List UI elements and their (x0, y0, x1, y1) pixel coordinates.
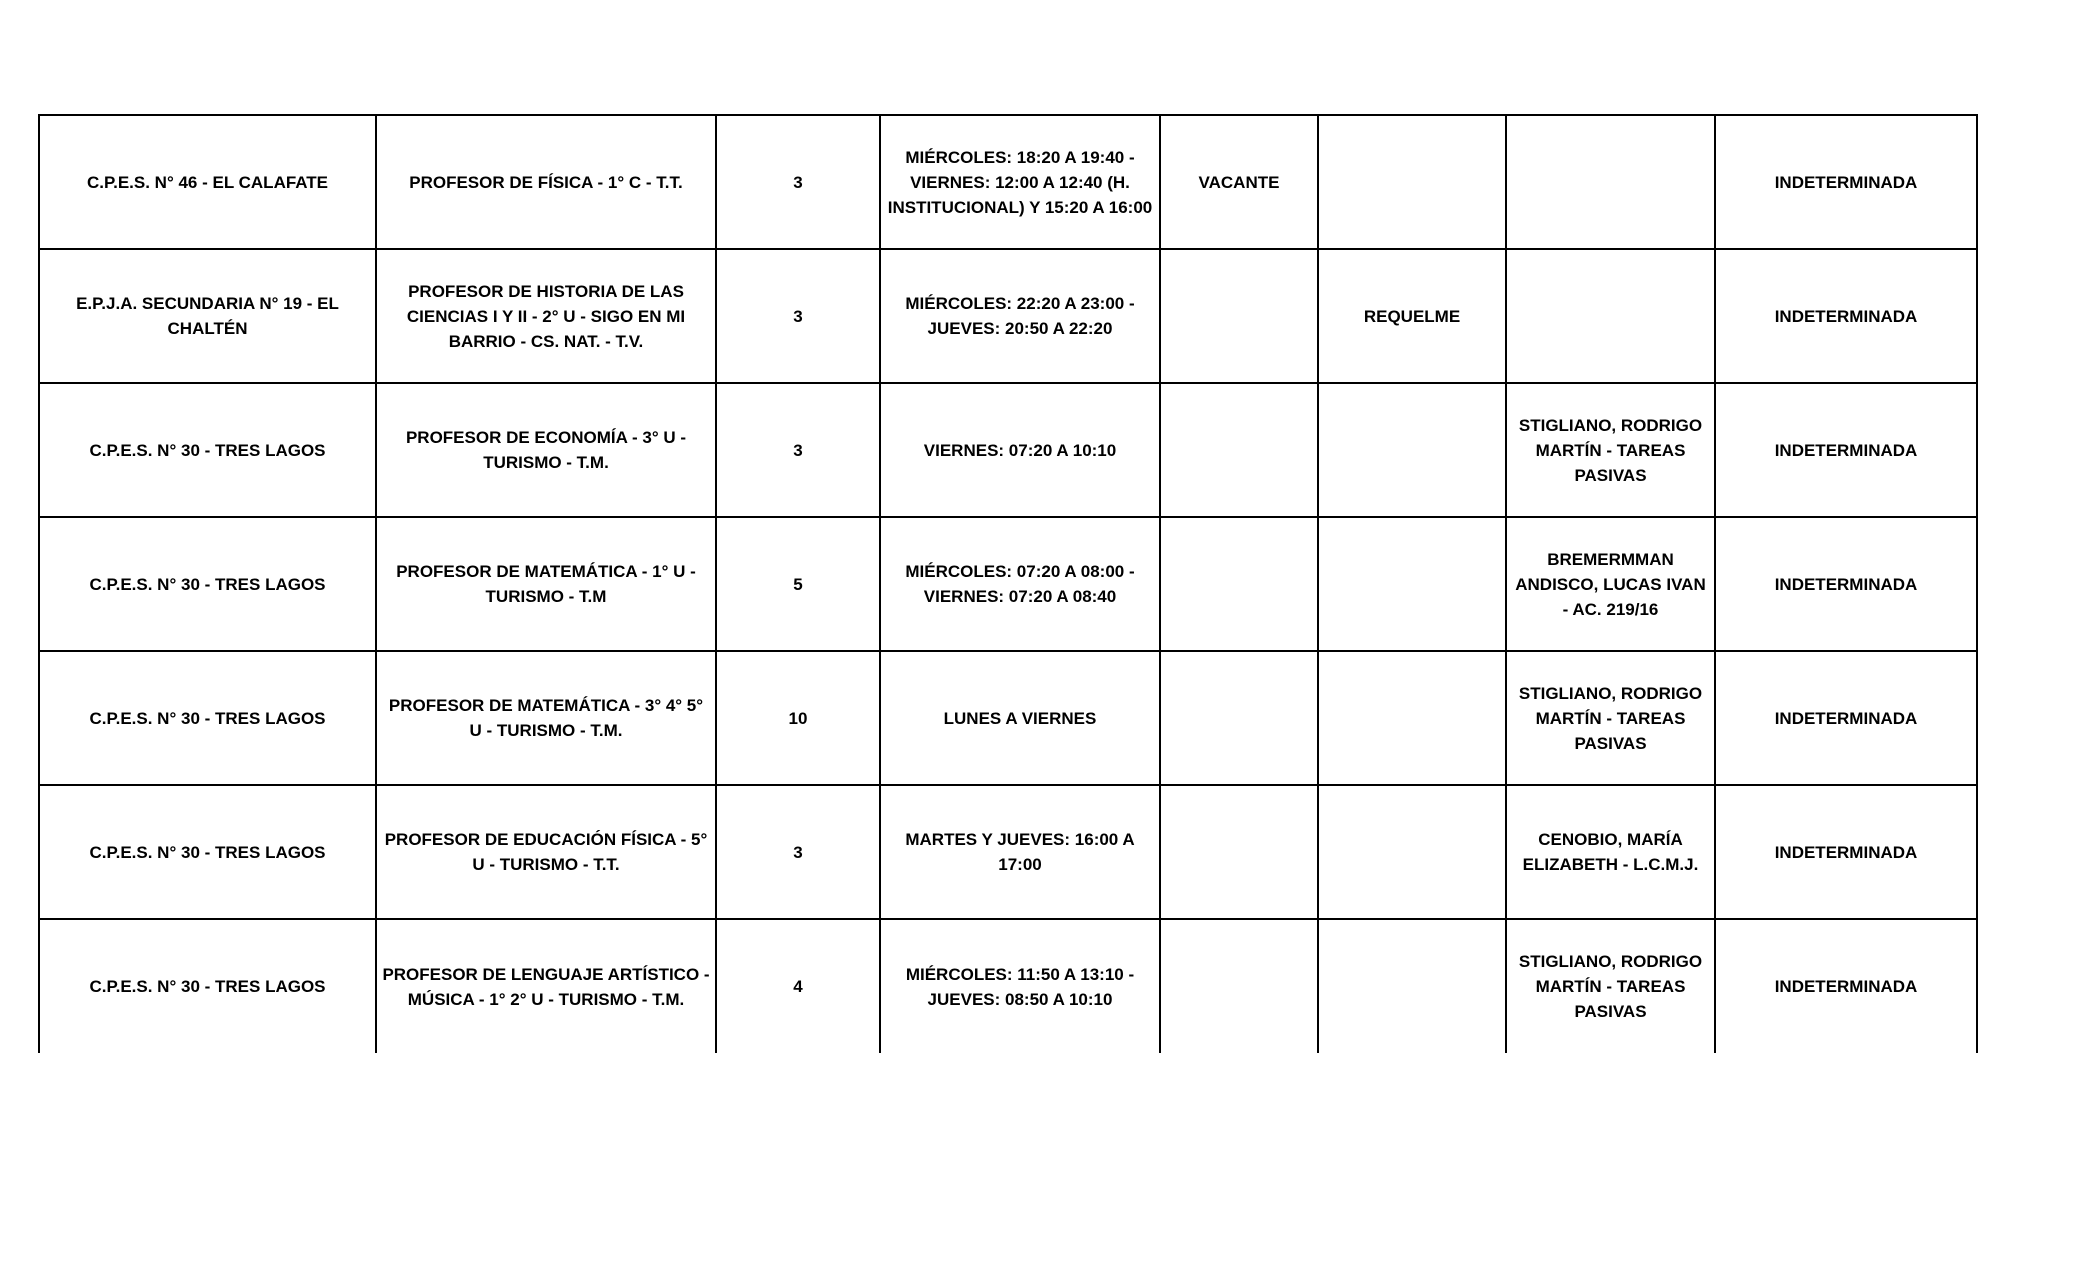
holder-cell (1318, 651, 1506, 785)
status-cell (1160, 517, 1318, 651)
school-cell: C.P.E.S. N° 30 - TRES LAGOS (39, 517, 376, 651)
status-cell (1160, 651, 1318, 785)
duration-cell: INDETERMINADA (1715, 651, 1977, 785)
table-row (39, 115, 1977, 249)
position-cell: PROFESOR DE LENGUAJE ARTÍSTICO - MÚSICA - 1° 2° U - TURISMO - T.M. (376, 919, 716, 1053)
holder-cell (1318, 517, 1506, 651)
table-row (39, 651, 1977, 785)
duration-cell: INDETERMINADA (1715, 517, 1977, 651)
position-cell: PROFESOR DE ECONOMÍA - 3° U - TURISMO - T.M. (376, 383, 716, 517)
table-row (39, 383, 1977, 517)
table-row (39, 919, 1977, 1053)
schedule-cell: MIÉRCOLES: 18:20 A 19:40 - VIERNES: 12:00 A 12:40 (H. INSTITUCIONAL) Y 15:20 A 16:00 (880, 115, 1160, 249)
table-row (39, 249, 1977, 383)
status-cell (1160, 785, 1318, 919)
table-row (39, 517, 1977, 651)
schedule-cell: MIÉRCOLES: 11:50 A 13:10 - JUEVES: 08:50 A 10:10 (880, 919, 1160, 1053)
schedule-cell: LUNES A VIERNES (880, 651, 1160, 785)
school-cell: C.P.E.S. N° 30 - TRES LAGOS (39, 785, 376, 919)
hours-cell: 3 (716, 115, 880, 249)
hours-cell: 10 (716, 651, 880, 785)
replaced-cell (1506, 249, 1715, 383)
school-cell: C.P.E.S. N° 30 - TRES LAGOS (39, 651, 376, 785)
table-row (39, 785, 1977, 919)
holder-cell (1318, 383, 1506, 517)
position-cell: PROFESOR DE MATEMÁTICA - 3° 4° 5° U - TURISMO - T.M. (376, 651, 716, 785)
replaced-cell: CENOBIO, MARÍA ELIZABETH - L.C.M.J. (1506, 785, 1715, 919)
duration-cell: INDETERMINADA (1715, 919, 1977, 1053)
position-cell: PROFESOR DE FÍSICA - 1° C - T.T. (376, 115, 716, 249)
school-cell: C.P.E.S. N° 46 - EL CALAFATE (39, 115, 376, 249)
hours-cell: 3 (716, 249, 880, 383)
hours-cell: 4 (716, 919, 880, 1053)
position-cell: PROFESOR DE MATEMÁTICA - 1° U - TURISMO - T.M (376, 517, 716, 651)
holder-cell: REQUELME (1318, 249, 1506, 383)
replaced-cell: STIGLIANO, RODRIGO MARTÍN - TAREAS PASIVAS (1506, 383, 1715, 517)
replaced-cell: STIGLIANO, RODRIGO MARTÍN - TAREAS PASIVAS (1506, 919, 1715, 1053)
vacancy-table (38, 114, 1978, 1053)
hours-cell: 5 (716, 517, 880, 651)
duration-cell: INDETERMINADA (1715, 249, 1977, 383)
duration-cell: INDETERMINADA (1715, 785, 1977, 919)
holder-cell (1318, 785, 1506, 919)
schedule-cell: MIÉRCOLES: 07:20 A 08:00 - VIERNES: 07:20 A 08:40 (880, 517, 1160, 651)
status-cell (1160, 919, 1318, 1053)
status-cell: VACANTE (1160, 115, 1318, 249)
holder-cell (1318, 115, 1506, 249)
position-cell: PROFESOR DE EDUCACIÓN FÍSICA - 5° U - TURISMO - T.T. (376, 785, 716, 919)
school-cell: C.P.E.S. N° 30 - TRES LAGOS (39, 383, 376, 517)
replaced-cell: STIGLIANO, RODRIGO MARTÍN - TAREAS PASIVAS (1506, 651, 1715, 785)
school-cell: C.P.E.S. N° 30 - TRES LAGOS (39, 919, 376, 1053)
duration-cell: INDETERMINADA (1715, 383, 1977, 517)
schedule-cell: MIÉRCOLES: 22:20 A 23:00 - JUEVES: 20:50 A 22:20 (880, 249, 1160, 383)
replaced-cell (1506, 115, 1715, 249)
status-cell (1160, 383, 1318, 517)
duration-cell: INDETERMINADA (1715, 115, 1977, 249)
hours-cell: 3 (716, 785, 880, 919)
holder-cell (1318, 919, 1506, 1053)
status-cell (1160, 249, 1318, 383)
hours-cell: 3 (716, 383, 880, 517)
position-cell: PROFESOR DE HISTORIA DE LAS CIENCIAS I Y II - 2° U - SIGO EN MI BARRIO - CS. NAT. - T.V. (376, 249, 716, 383)
replaced-cell: BREMERMMAN ANDISCO, LUCAS IVAN - AC. 219/16 (1506, 517, 1715, 651)
schedule-cell: VIERNES: 07:20 A 10:10 (880, 383, 1160, 517)
school-cell: E.P.J.A. SECUNDARIA N° 19 - EL CHALTÉN (39, 249, 376, 383)
schedule-cell: MARTES Y JUEVES: 16:00 A 17:00 (880, 785, 1160, 919)
